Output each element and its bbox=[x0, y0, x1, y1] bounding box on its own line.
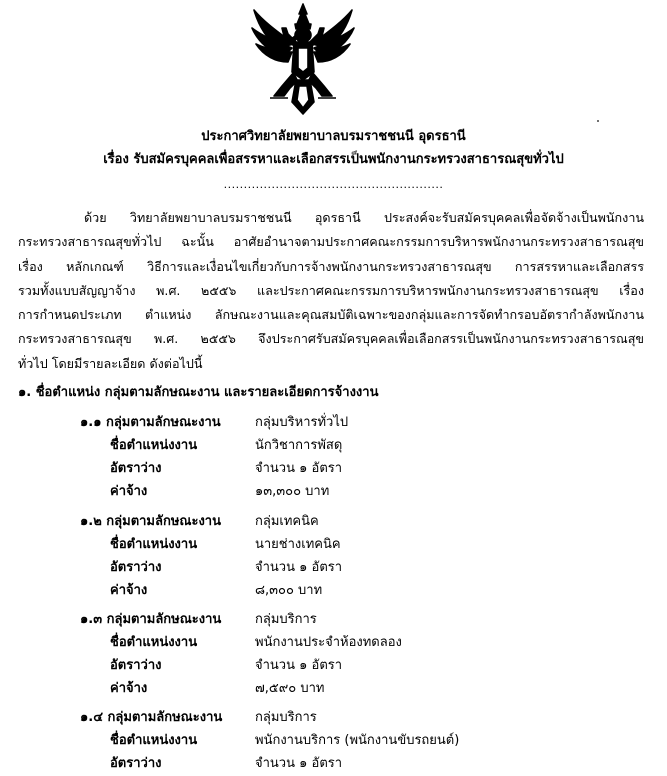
title-separator: ....................................................... bbox=[223, 178, 444, 191]
position-value: นักวิชาการพัสดุ bbox=[255, 438, 343, 453]
vacancy-label: อัตราว่าง bbox=[110, 560, 162, 575]
group-value: กลุ่มบริการ bbox=[255, 612, 317, 627]
position-label: ชื่อตำแหน่งงาน bbox=[110, 438, 198, 453]
vacancy-label: อัตราว่าง bbox=[110, 658, 162, 673]
wage-label: ค่าจ้าง bbox=[110, 583, 148, 598]
wage-value: ๑๓,๓๐๐ บาท bbox=[255, 484, 330, 499]
intro-line: การกำหนดประเภท ตำแหน่ง ลักษณะงานและคุณสมบัติเฉพาะของกลุ่มและการจัดทำกรอบอัตรากำลังพนักงาน bbox=[18, 307, 644, 323]
intro-line: กระทรวงสาธารณสุข พ.ศ. ๒๕๕๖ จึงประกาศรับสมัครบุคคลเพื่อเลือกสรรเป็นพนักงานกระทรวงสาธารณสุข bbox=[18, 331, 644, 347]
garuda-emblem-icon bbox=[248, 2, 358, 116]
vacancy-value: จำนวน ๑ อัตรา bbox=[255, 756, 343, 771]
group-value: กลุ่มบริการ bbox=[255, 710, 317, 725]
position-label: ชื่อตำแหน่งงาน bbox=[110, 635, 198, 650]
vacancy-value: จำนวน ๑ อัตรา bbox=[255, 658, 343, 673]
position-label: ชื่อตำแหน่งงาน bbox=[110, 537, 198, 552]
intro-line: เรื่อง หลักเกณฑ์ วิธีการและเงื่อนไขเกี่ยวกับการจ้างพนักงานกระทรวงสาธารณสุข การสรรหาและเลือกสรร bbox=[18, 258, 644, 274]
intro-line: รวมทั้งแบบสัญญาจ้าง พ.ศ. ๒๕๕๖ และประกาศคณะกรรมการบริหารพนักงานกระทรวงสาธารณสุข เรื่อง bbox=[18, 282, 644, 298]
document-title: ประกาศวิทยาลัยพยาบาลบรมราชชนนี อุดรธานี bbox=[201, 129, 466, 144]
vacancy-value: จำนวน ๑ อัตรา bbox=[255, 461, 343, 476]
wage-value: ๗,๕๙๐ บาท bbox=[255, 681, 325, 696]
group-heading: ๑.๓ กลุ่มตามลักษณะงาน bbox=[80, 612, 222, 627]
group-value: กลุ่มบริหารทั่วไป bbox=[255, 415, 349, 430]
position-value: นายช่างเทคนิค bbox=[255, 537, 341, 552]
stray-dot bbox=[597, 120, 599, 122]
vacancy-value: จำนวน ๑ อัตรา bbox=[255, 560, 343, 575]
section-1-heading: ๑. ชื่อตำแหน่ง กลุ่มตามลักษณะงาน และรายละเอียดการจ้างงาน bbox=[18, 385, 379, 400]
group-heading: ๑.๑ กลุ่มตามลักษณะงาน bbox=[80, 415, 221, 430]
position-label: ชื่อตำแหน่งงาน bbox=[110, 733, 198, 748]
position-value: พนักงานบริการ (พนักงานขับรถยนต์) bbox=[255, 733, 460, 748]
intro-paragraph bbox=[18, 206, 644, 376]
document-subject: เรื่อง รับสมัครบุคคลเพื่อสรรหาและเลือกสรรเป็นพนักงานกระทรวงสาธารณสุขทั่วไป bbox=[103, 152, 564, 167]
intro-line: ด้วย วิทยาลัยพยาบาลบรมราชชนนี อุดรธานี ประสงค์จะรับสมัครบุคคลเพื่อจัดจ้างเป็นพนักงาน bbox=[84, 210, 644, 225]
group-heading: ๑.๔ กลุ่มตามลักษณะงาน bbox=[80, 710, 223, 725]
vacancy-label: อัตราว่าง bbox=[110, 461, 162, 476]
wage-label: ค่าจ้าง bbox=[110, 681, 148, 696]
vacancy-label: อัตราว่าง bbox=[110, 756, 162, 771]
group-heading: ๑.๒ กลุ่มตามลักษณะงาน bbox=[80, 514, 221, 529]
wage-value: ๘,๓๐๐ บาท bbox=[255, 583, 323, 598]
wage-label: ค่าจ้าง bbox=[110, 484, 148, 499]
intro-line: กระทรวงสาธารณสุขทั่วไป ฉะนั้น อาศัยอำนาจตามประกาศคณะกรรมการบริหารพนักงานกระทรวงสาธารณสุข bbox=[18, 234, 644, 250]
intro-line: ทั่วไป โดยมีรายละเอียด ดังต่อไปนี้ bbox=[18, 355, 203, 371]
position-value: พนักงานประจำห้องทดลอง bbox=[255, 635, 402, 650]
group-value: กลุ่มเทคนิค bbox=[255, 514, 319, 529]
